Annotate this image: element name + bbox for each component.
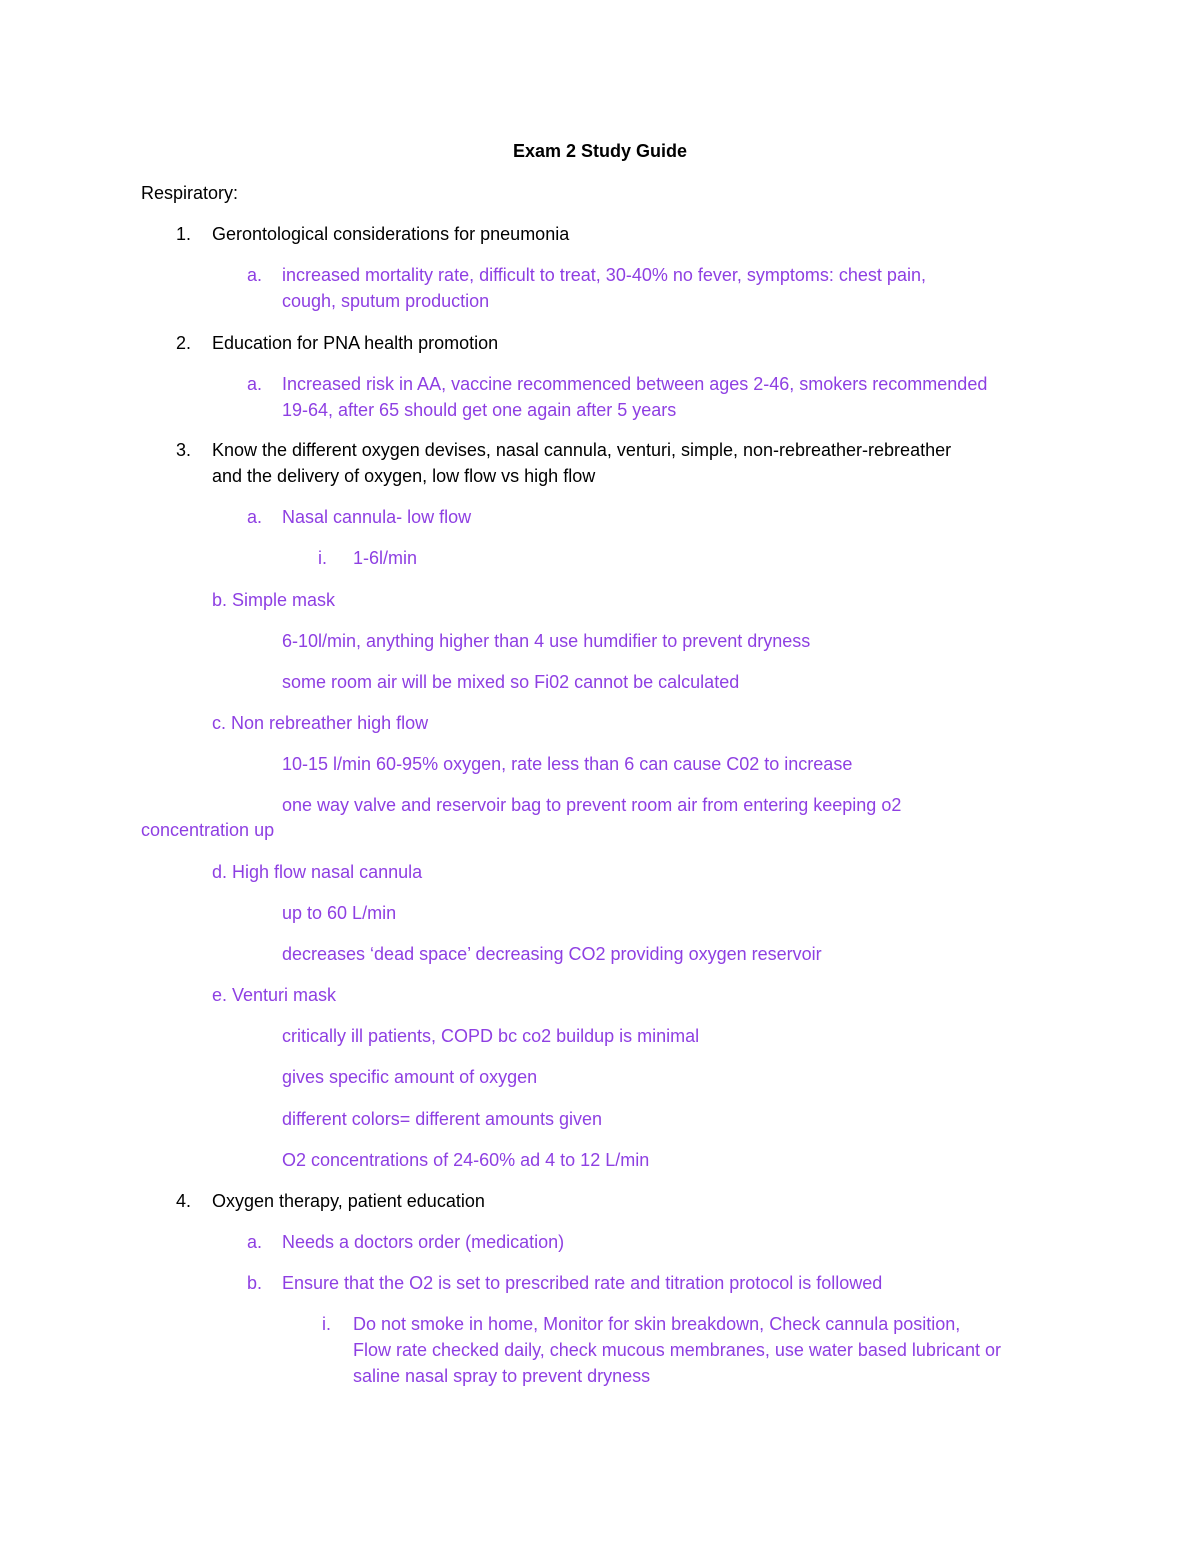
sub-marker: a. (247, 265, 263, 285)
subsection-heading: b. Simple mask (212, 590, 336, 610)
note-text: 10-15 l/min 60-95% oxygen, rate less than 6 can cause C02 to increase (282, 754, 853, 774)
subsection-heading: c. Non rebreather high flow (212, 713, 429, 733)
note-text: gives specific amount of oxygen (282, 1067, 538, 1087)
note-text: up to 60 L/min (282, 903, 397, 923)
sub-text: Needs a doctors order (medication) (282, 1232, 565, 1252)
roman-marker: i. (322, 1314, 331, 1334)
sub-text: Nasal cannula- low flow (282, 507, 472, 527)
item-text: Gerontological considerations for pneumonia (212, 224, 570, 244)
sub-text: Do not smoke in home, Monitor for skin breakdown, Check cannula position, (353, 1314, 961, 1334)
sub-marker: a. (247, 507, 263, 527)
item-number: 3. (176, 440, 192, 460)
sub-text: Ensure that the O2 is set to prescribed rate and titration protocol is followed (282, 1273, 883, 1293)
sub-text: 19-64, after 65 should get one again after 5 years (282, 400, 677, 420)
roman-marker: i. (318, 548, 327, 568)
item-number: 4. (176, 1191, 192, 1211)
sub-marker: a. (247, 1232, 263, 1252)
sub-text: increased mortality rate, difficult to treat, 30-40% no fever, symptoms: chest pain, (282, 265, 926, 285)
item-text: and the delivery of oxygen, low flow vs high flow (212, 466, 596, 486)
sub-text: Increased risk in AA, vaccine recommenced between ages 2-46, smokers recommended (282, 374, 988, 394)
sub-text: Flow rate checked daily, check mucous membranes, use water based lubricant or (353, 1340, 1001, 1360)
item-text: Oxygen therapy, patient education (212, 1191, 485, 1211)
note-text: one way valve and reservoir bag to prevent room air from entering keeping o2 (282, 795, 902, 815)
note-text: 6-10l/min, anything higher than 4 use humdifier to prevent dryness (282, 631, 811, 651)
note-text: some room air will be mixed so Fi02 cannot be calculated (282, 672, 740, 692)
subsection-heading: e. Venturi mask (212, 985, 337, 1005)
sub-marker: a. (247, 374, 263, 394)
sub-text: saline nasal spray to prevent dryness (353, 1366, 651, 1386)
item-number: 1. (176, 224, 192, 244)
item-text: Education for PNA health promotion (212, 333, 499, 353)
sub-text: 1-6l/min (353, 548, 418, 568)
note-text: different colors= different amounts given (282, 1109, 603, 1129)
subsection-heading: d. High flow nasal cannula (212, 862, 423, 882)
note-text: critically ill patients, COPD bc co2 buildup is minimal (282, 1026, 700, 1046)
item-text: Know the different oxygen devises, nasal cannula, venturi, simple, non-rebreather-rebreather (212, 440, 952, 460)
note-text: O2 concentrations of 24-60% ad 4 to 12 L/min (282, 1150, 650, 1170)
note-text: decreases ‘dead space’ decreasing CO2 providing oxygen reservoir (282, 944, 822, 964)
document-title: Exam 2 Study Guide (512, 141, 688, 161)
item-number: 2. (176, 333, 192, 353)
sub-marker: b. (247, 1273, 263, 1293)
sub-text: cough, sputum production (282, 291, 490, 311)
note-text: concentration up (141, 820, 275, 840)
section-heading: Respiratory: (141, 183, 239, 203)
